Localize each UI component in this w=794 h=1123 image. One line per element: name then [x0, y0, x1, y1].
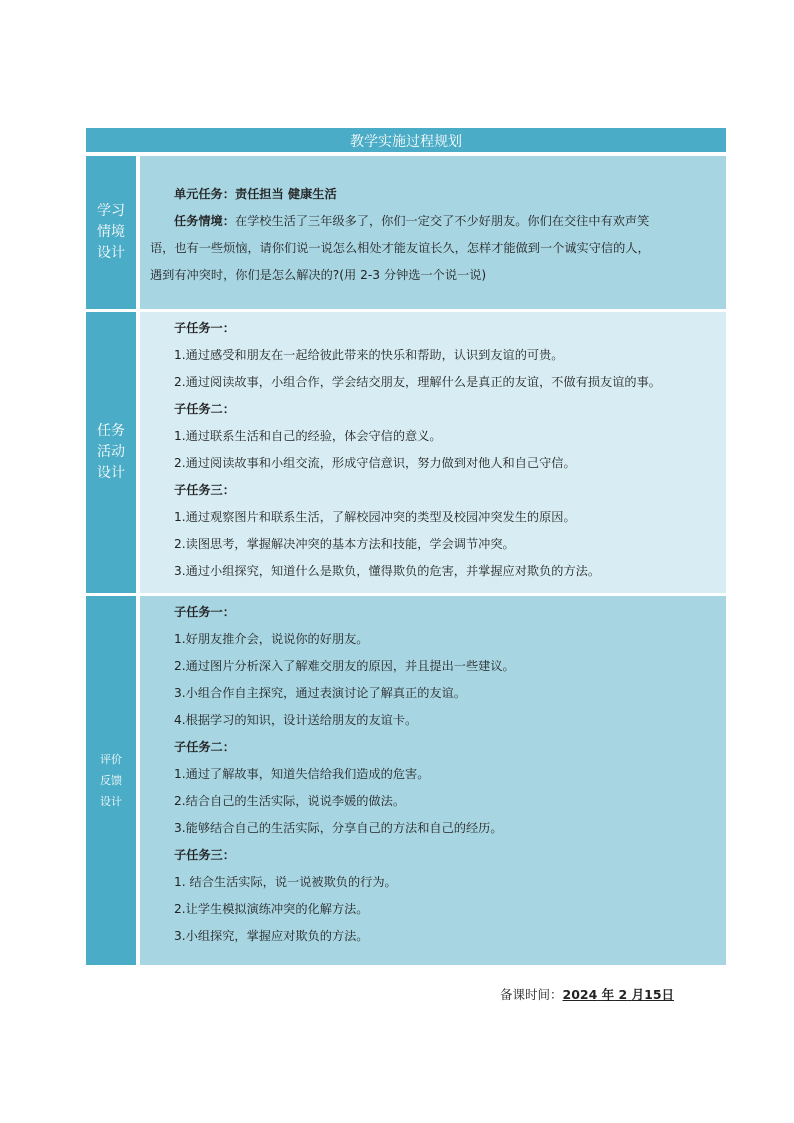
task-activity-row	[86, 312, 726, 596]
table-title: 教学实施过程规划	[86, 128, 726, 156]
list-item: 1. 结合生活实际，说一说被欺负的行为。	[174, 875, 397, 889]
list-item: 3.小组探究，掌握应对欺负的方法。	[174, 929, 369, 943]
list-item: 1.通过了解故事，知道失信给我们造成的危害。	[174, 767, 430, 781]
prep-date-year: 2024	[562, 987, 598, 1002]
list-item: 2.结合自己的生活实际，说说李媛的做法。	[174, 794, 406, 808]
list-item: 3.通过小组探究，知道什么是欺负，懂得欺负的危害，并掌握应对欺负的方法。	[174, 564, 601, 578]
prep-date-day: 15	[644, 987, 662, 1002]
subtask-heading: 子任务三：	[174, 483, 235, 497]
list-item: 2.读图思考，掌握解决冲突的基本方法和技能，学会调节冲突。	[174, 537, 515, 551]
subtask-heading: 子任务二：	[174, 402, 235, 416]
evaluation-feedback-content	[140, 596, 726, 965]
scenario-line-1: 任务情境：在学校生活了三年级多了，你们一定交了不少好朋友。你们在交往中有欢声笑	[174, 214, 650, 228]
subtask-heading: 子任务一：	[174, 321, 235, 335]
evaluation-feedback-label: 评价 反馈 设计	[86, 596, 140, 965]
prep-date-month: 2	[618, 987, 628, 1002]
learning-context-label: 学习 情境 设计	[86, 156, 140, 309]
list-item: 2.让学生模拟演练冲突的化解方法。	[174, 902, 369, 916]
prep-date: 备课时间：2024 年 2 月15日	[500, 987, 675, 1002]
subtask-heading: 子任务三：	[174, 848, 235, 862]
list-item: 1.通过联系生活和自己的经验，体会守信的意义。	[174, 429, 442, 443]
list-item: 1.通过观察图片和联系生活，了解校园冲突的类型及校园冲突发生的原因。	[174, 510, 576, 524]
subtask-heading: 子任务二：	[174, 740, 235, 754]
list-item: 1.通过感受和朋友在一起给彼此带来的快乐和帮助，认识到友谊的可贵。	[174, 348, 564, 362]
list-item: 1.好朋友推介会，说说你的好朋友。	[174, 632, 369, 646]
task-activity-label: 任务 活动 设计	[86, 312, 140, 593]
subtask-heading: 子任务一：	[174, 605, 235, 619]
list-item: 2.通过阅读故事，小组合作，学会结交朋友，理解什么是真正的友谊，不做有损友谊的事。	[174, 375, 661, 389]
list-item: 2.通过阅读故事和小组交流，形成守信意识，努力做到对他人和自己守信。	[174, 456, 576, 470]
scenario-line-2: 语，也有一些烦恼，请你们说一说怎么相处才能友谊长久，怎样才能做到一个诚实守信的人，	[150, 241, 650, 255]
prep-date-label: 备课时间：	[500, 987, 563, 1002]
task-activity-content	[140, 312, 726, 593]
learning-context-content	[140, 156, 726, 309]
list-item: 3.小组合作自主探究，通过表演讨论了解真正的友谊。	[174, 686, 466, 700]
evaluation-feedback-row	[86, 596, 726, 968]
scenario-line-3: 遇到有冲突时，你们是怎么解决的?(用 2-3 分钟选一个说一说)	[150, 268, 487, 282]
list-item: 4.根据学习的知识，设计送给朋友的友谊卡。	[174, 713, 418, 727]
unit-task-line: 单元任务：责任担当 健康生活	[174, 187, 337, 201]
list-item: 3.能够结合自己的生活实际，分享自己的方法和自己的经历。	[174, 821, 503, 835]
learning-context-row	[86, 156, 726, 312]
lesson-plan-table	[86, 128, 726, 968]
list-item: 2.通过图片分析深入了解难交朋友的原因，并且提出一些建议。	[174, 659, 515, 673]
